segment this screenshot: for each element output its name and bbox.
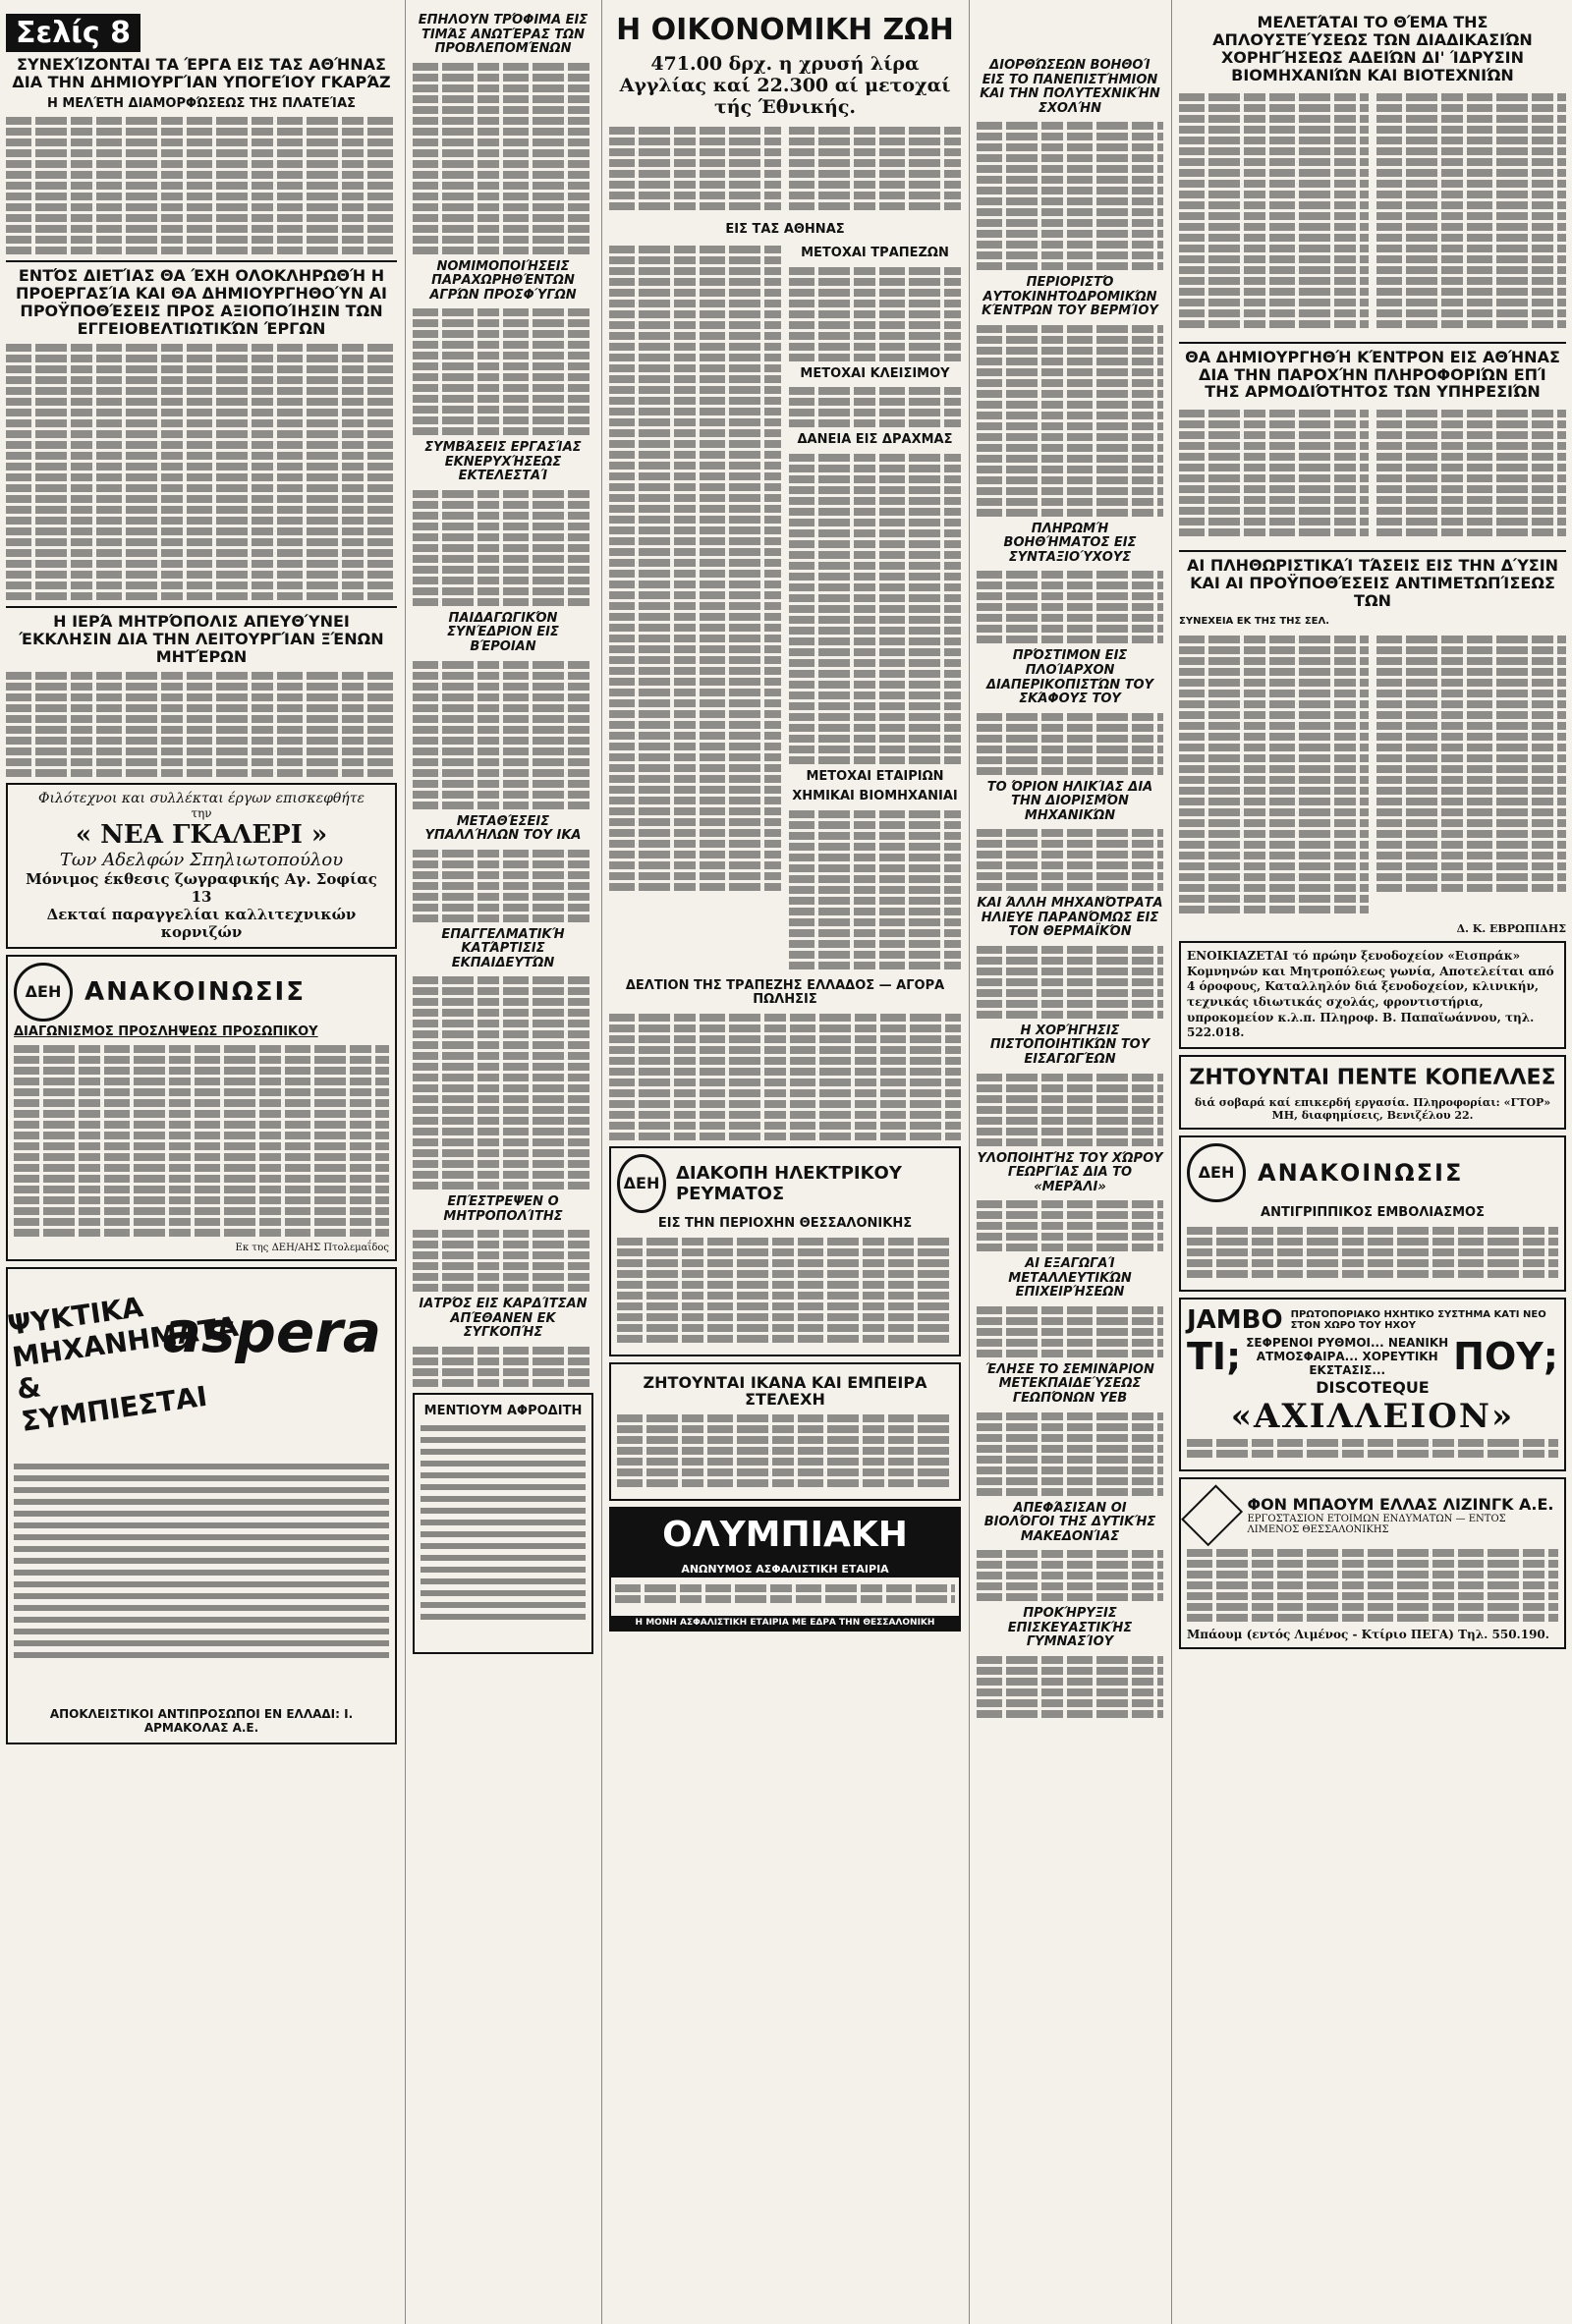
ad-jambo — [1179, 1298, 1566, 1471]
column-2 — [407, 0, 599, 1660]
headline-pliromi: ΠΛΗΡΩΜΉ ΒΟΗΘΉΜΑΤΟΣ ΕΙΣ ΣΥΝΤΑΞΙΟΎΧΟΥΣ — [1003, 521, 1137, 565]
headline-plithorismos: ΑΙ ΠΛΗΘΩΡΙΣΤΙΚΑΊ ΤΆΣΕΙΣ ΕΙΣ ΤΗΝ ΔΎΣΙΝ ΚΑΙ ΑΙ ΠΡΟΫΠΟΘΈΣΕΙΣ ΑΝΤΙΜΕΤΩΠΊΣΕΩΣ ΤΩΝ — [1186, 556, 1559, 611]
jambo-disco: DISCOTEQUE — [1316, 1377, 1430, 1397]
mentioum-portrait-image — [421, 1425, 586, 1622]
article-eggeiobeltiotika-body — [6, 344, 397, 600]
article-trofima-body — [413, 63, 593, 254]
article-prostimon-body — [977, 713, 1163, 775]
deh-diakopi-subtitle: ΕΙΣ ΤΗΝ ΠΕΡΙΟΧΗΝ ΘΕΣΣΑΛΟΝΙΚΗΣ — [657, 1215, 913, 1231]
gallery-line4: Μόνιμος έκθεσις ζωγραφικής Αγ. Σοφίας 13 — [26, 869, 377, 906]
article-kentron-right — [1376, 407, 1566, 539]
headline-exagogai: ΑΙ ΕΞΑΓΩΓΑΊ ΜΕΤΑΛΛΕΥΤΙΚΏΝ ΕΠΙΧΕΙΡΉΣΕΩΝ — [1008, 1256, 1132, 1300]
headline-oikonomiki-zoi: Η ΟΙΚΟΝΟΜΙΚΗ ΖΩΗ — [616, 13, 954, 47]
ad-deh-emvoliasmos — [1179, 1135, 1566, 1292]
article-paidagogikon-body — [413, 661, 593, 809]
article-apofasisan-body — [977, 1550, 1163, 1601]
headline-orion: ΤΟ ΌΡΙΟΝ ΗΛΙΚΊΑΣ ΔΙΑ ΤΗΝ ΔΙΟΡΙΣΜΌΝ ΜΗΧΑΝΙΚΏΝ — [986, 779, 1153, 823]
headline-gkaraz: ΣΥΝΕΧΊΖΟΝΤΑΙ ΤΑ ΈΡΓΑ ΕΙΣ ΤΑΣ ΑΘΉΝΑΣ ΔΙΑ ΤΗΝ ΔΗΜΙΟΥΡΓΊΑΝ ΥΠΟΓΕΊΟΥ ΓΚΑΡΆΖ — [12, 55, 391, 91]
headline-iatros: ΙΑΤΡΌΣ ΕΙΣ ΚΑΡΔΊΤΣΑΝ ΑΠΈΘΑΝΕΝ ΕΚ ΣΥΓΚΟΠΉΣ — [419, 1297, 588, 1341]
headline-epestrepse: ΕΠΈΣΤΡΕΨΕΝ Ο ΜΗΤΡΟΠΟΛΊΤΗΣ — [443, 1194, 563, 1224]
headline-xorigisi: Η ΧΟΡΉΓΗΣΙΣ ΠΙΣΤΟΠΟΙΗΤΙΚΏΝ ΤΟΥ ΕΙΣΑΓΩΓΈΩΝ — [989, 1023, 1151, 1068]
heading-deltion: ΔΕΛΤΙΟΝ ΤΗΣ ΤΡΑΠΕΖΗΣ ΕΛΛΑΔΟΣ — ΑΓΟΡΑ ΠΩΛΗΣΙΣ — [625, 977, 945, 1008]
zitountai-body — [617, 1414, 953, 1487]
subheadline-lira: 471.00 δρχ. η χρυσή λίρα Αγγλίας καί 22.300 αί μετοχαί τής Έθνικής. — [619, 52, 951, 118]
ad-zitountai-stelexi — [609, 1362, 961, 1502]
deh-logo-icon: ΔΕΗ — [617, 1154, 666, 1213]
jambo-mid: ΣΕΦΡΕΝΟΙ ΡΥΘΜΟΙ... ΝΕΑΝΙΚΗ ΑΤΜΟΣΦΑΙΡΑ... ΧΟΡΕΥΤΙΚΗ ΕΚΣΤΑΣΙΣ... — [1246, 1335, 1449, 1377]
article-orion-body — [977, 829, 1163, 891]
headline-paidagogikon: ΠΑΙΔΑΓΩΓΙΚΌΝ ΣΥΝΈΔΡΙΟΝ ΕΙΣ ΒΈΡΟΙΑΝ — [447, 610, 559, 655]
mentioum-title: ΜΕΝΤΙΟΥΜ ΑΦΡΟΔΙΤΗ — [423, 1404, 583, 1419]
headline-mitropolis: Η ΙΕΡΆ ΜΗΤΡΌΠΟΛΙΣ ΑΠΕΥΘΎΝΕΙ ΈΚΚΛΗΣΙΝ ΔΙΑ ΤΗΝ ΛΕΙΤΟΥΡΓΊΑΝ ΞΈΝΩΝ ΜΗΤΈΡΩΝ — [19, 611, 384, 666]
article-oikonomiki-right — [789, 124, 961, 213]
deh-ad-title: ΑΝΑΚΟΙΝΩΣΙΣ — [84, 976, 306, 1007]
table-deltion-rows — [609, 1014, 961, 1140]
headline-mixanotrata: ΚΑΙ ΆΛΛΗ ΜΗΧΑΝΌΤΡΑΤΑ ΗΛΙΕΥΕ ΠΑΡΑΝΌΜΩΣ ΕΙΣ ΤΟΝ ΘΕΡΜΑΪΚΌΝ — [977, 896, 1163, 940]
deh2-body — [1187, 1227, 1558, 1278]
fon-sub: ΕΡΓΟΣΤΑΣΙΟΝ ΕΤΟΙΜΩΝ ΕΝΔΥΜΑΤΩΝ — ΕΝΤΟΣ ΛΙΜΕΝΟΣ ΘΕΣΣΑΛΟΝΙΚΗΣ — [1247, 1514, 1506, 1536]
gallery-the: την — [191, 805, 212, 820]
olympiaki-footer: Η ΜΟΝΗ ΑΣΦΑΛΙΣΤΙΚΗ ΕΤΑΙΡΙΑ ΜΕ ΕΔΡΑ ΤΗΝ ΘΕΣΣΑΛΟΝΙΚΗ — [611, 1616, 959, 1630]
deh2-sub: ΑΝΤΙΓΡΙΠΠΙΚΟΣ ΕΜΒΟΛΙΑΣΜΟΣ — [1261, 1205, 1485, 1221]
article-mixanotrata-body — [977, 946, 1163, 1019]
article-metatheseis-body — [413, 850, 593, 922]
page-masthead: Σελίς 8 — [6, 14, 140, 52]
jambo-name: «ΑΧΙΛΛΕΙΟΝ» — [1230, 1396, 1515, 1436]
jambo-q2: ΠΟΥ; — [1453, 1334, 1558, 1378]
deh-logo-icon: ΔΕΗ — [1187, 1143, 1246, 1202]
table-daneia-title: ΔΑΝΕΙΑ ΕΙΣ ΔΡΑΧΜΑΣ — [797, 432, 953, 448]
deh-ad-subtitle: ΔΙΑΓΩΝΙΣΜΟΣ ΠΡΟΣΛΗΨΕΩΣ ΠΡΟΣΩΠΙΚΟΥ — [14, 1024, 318, 1039]
headline-ylotinis: ΥΛΟΠΟΙΗΤΉΣ ΤΟΥ ΧΏΡΟΥ ΓΕΩΡΓΊΑΣ ΔΙΑ ΤΟ «ΜΕΡΆΛΙ» — [977, 1150, 1163, 1194]
gallery-line5: Δεκταί παραγγελίαι καλλιτεχνικών κορνιζών — [46, 905, 357, 941]
article-epestrepse-body — [413, 1230, 593, 1292]
ad-enoikiazetai: ΕΝΟΙΚΙΑΖΕΤΑΙ τό πρώην ξενοδοχείον «Εισπράκ» Κομνηνών και Μητροπόλεως γωνία, Αποτελείται από 4 όροφους, Καταλληλόν διά ξενοδοχείον, κλινικήν, τεχνικάς ιδιωτικάς σχολάς, φροντιστήρια, υπροκομείον κ.λ.π. Πληροφ. Β. Παπαϊωάννου, τηλ. 522.018. — [1179, 941, 1566, 1049]
table-trapezon-title: ΜΕΤΟΧΑΙ ΤΡΑΠΕΖΩΝ — [801, 246, 949, 261]
article-xorigisi-body — [977, 1074, 1163, 1146]
jambo-body — [1187, 1439, 1558, 1458]
deh-logo-icon: ΔΕΗ — [14, 963, 73, 1022]
kopelles-sub: διά σοβαρά καί επικερδή εργασία. Πληροφορίαι: «ΓΤΟΡ» ΜΗ, διαφημίσεις, Βενιζέλου 22. — [1194, 1096, 1551, 1123]
article-mitropolis-body — [6, 672, 397, 777]
gallery-name: « ΝΕΑ ΓΚΑΛΕΡΙ » — [75, 819, 328, 850]
table-ximikai-title: ΧΗΜΙΚΑΙ ΒΙΟΜΗΧΑΝΙΑΙ — [792, 789, 958, 804]
article-plithorismos-left — [1179, 633, 1369, 916]
olympiaki-brand: ΟΛΥΜΠΙΑΚΗ — [611, 1509, 959, 1561]
aspera-brand: aspera — [162, 1299, 381, 1366]
column-5 — [1173, 0, 1572, 1655]
ad-mentioum — [413, 1393, 593, 1654]
headline-symvaseis: ΣΥΜΒΆΣΕΙΣ ΕΡΓΑΣΊΑΣ ΕΚΝΕΡΥΧΉΣΕΩΣ ΕΚΤΕΛΕΣΤΑΊ — [424, 440, 582, 484]
fon-tel: Μπάουμ (εντός Λιμένος - Κτίριο ΠΕΓΑ) Τηλ. 550.190. — [1187, 1627, 1549, 1641]
kopelles-title: ΖΗΤΟΥΝΤΑΙ ΠΕΝΤΕ ΚΟΠΕΛΛΕΣ — [1189, 1065, 1556, 1090]
table-etairion-rows — [789, 810, 961, 969]
olympiaki-body — [611, 1577, 959, 1610]
deh-ad-sign: Εκ της ΔΕΗ/ΑΗΣ Πτολεμαΐδος — [235, 1243, 389, 1254]
article-seminarion-body — [977, 1412, 1163, 1496]
jambo-brand: JAMBO — [1187, 1304, 1283, 1335]
ad-fon-baoum — [1179, 1477, 1566, 1649]
table-etairion-title: ΜΕΤΟΧΑΙ ΕΤΑΙΡΙΩΝ — [806, 768, 944, 784]
column-3 — [603, 0, 967, 1637]
headline-apofasisan: ΑΠΕΦΆΣΙΣΑΝ ΟΙ ΒΙΟΛΌΓΟΙ ΤΗΣ ΔΥΤΙΚΉΣ ΜΑΚΕΔΟΝΊΑΣ — [983, 1500, 1156, 1544]
ad-aspera — [6, 1267, 397, 1744]
headline-trofima: ΕΠΗΛΟΥΝ ΤΡΌΦΙΜΑ ΕΙΣ ΤΙΜΆΣ ΑΝΩΤΈΡΑΣ ΤΩΝ ΠΡΟΒΛΕΠΟΜΈΝΩΝ — [418, 13, 589, 57]
table-kleisimou-rows — [789, 387, 961, 427]
headline-diorthosi: ΔΙΟΡΘΏΣΕΩΝ ΒΟΗΘΟΊ ΕΙΣ ΤΟ ΠΑΝΕΠΙΣΤΉΜΙΟΝ ΚΑΙ ΤΗΝ ΠΟΛΥΤΕΧΝΙΚΉΝ ΣΧΟΛΉΝ — [980, 58, 1160, 116]
deh-diakopi-title: ΔΙΑΚΟΠΗ ΗΛΕΚΤΡΙΚΟΥ ΡΕΥΜΑΤΟΣ — [675, 1162, 902, 1204]
article-aplousteusi-left — [1179, 90, 1369, 331]
article-signature: Δ. Κ. ΕΒΡΩΠΙΔΗΣ — [1456, 922, 1566, 936]
headline-aplousteusi: ΜΕΛΕΤΆΤΑΙ ΤΟ ΘΈΜΑ ΤΗΣ ΑΠΛΟΥΣΤΕΎΣΕΩΣ ΤΩΝ ΔΙΑΔΙΚΑΣΙΏΝ ΧΟΡΗΓΉΣΕΩΣ ΑΔΕΙΏΝ ΔΙ' ΊΔΡΥΣΙΝ ΒΙΟΜΗΧΑΝΙΏΝ ΚΑΙ ΒΙΟΤΕΧΝΙΏΝ — [1212, 13, 1533, 84]
deh2-title: ΑΝΑΚΟΙΝΩΣΙΣ — [1258, 1159, 1464, 1188]
fon-logo-icon — [1181, 1484, 1243, 1546]
ad-nea-galeri — [6, 783, 397, 949]
article-athinas-left — [609, 243, 781, 969]
headline-seminarion: ΈΛΗΣΕ ΤΟ ΣΕΜΙΝΆΡΙΟΝ ΜΕΤΕΚΠΑΙΔΕΎΣΕΩΣ ΓΕΩΠΌΝΩΝ ΥΕΒ — [985, 1361, 1154, 1406]
column-1 — [0, 0, 403, 1750]
article-symvaseis-body — [413, 490, 593, 606]
plithorismos-continued: ΣΥΝΕΧΕΙΑ ΕΚ ΤΗΣ ΤΗΣ ΣΕΛ. — [1179, 616, 1330, 628]
article-gkaraz-body — [6, 117, 397, 254]
aspera-product-image — [14, 1464, 389, 1660]
heading-athinas: ΕΙΣ ΤΑΣ ΑΘΗΝΑΣ — [725, 221, 845, 237]
headline-epaggelmatiki: ΕΠΑΓΓΕΛΜΑΤΙΚΉ ΚΑΤΆΡΤΙΣΙΣ ΕΚΠΑΙΔΕΥΤΏΝ — [441, 926, 565, 970]
article-oikonomiki-left — [609, 124, 781, 213]
fon-body — [1187, 1549, 1558, 1622]
ad-deh-diakopi — [609, 1146, 961, 1356]
article-ylotinis-body — [977, 1200, 1163, 1251]
article-prokirixi-body — [977, 1656, 1163, 1718]
headline-kentron: ΘΑ ΔΗΜΙΟΥΡΓΗΘΉ ΚΈΝΤΡΟΝ ΕΙΣ ΑΘΉΝΑΣ ΔΙΑ ΤΗΝ ΠΑΡΟΧΉΝ ΠΛΗΡΟΦΟΡΙΏΝ ΕΠΊ ΤΗΣ ΑΡΜΟΔΙΌΤΗΤΟΣ ΤΩΝ ΥΠΗΡΕΣΙΏΝ — [1185, 347, 1560, 402]
gallery-line3: Των Αδελφών Σπηλιωτοπούλου — [59, 849, 344, 870]
fon-title: ΦΟΝ ΜΠΑΟΥΜ ΕΛΛΑΣ ΛΙΖΙΝΓΚ Α.Ε. — [1247, 1495, 1554, 1515]
article-kentron-left — [1179, 407, 1369, 539]
ad-olympiaki — [609, 1507, 961, 1632]
article-nomimopoiiseis-body — [413, 308, 593, 435]
headline-eggeiobeltiotika: ΕΝΤΌΣ ΔΙΕΤΊΑΣ ΘΑ ΈΧΗ ΟΛΟΚΛΗΡΩΘΉ Η ΠΡΟΕΡΓΑΣΊΑ ΚΑΙ ΘΑ ΔΗΜΙΟΥΡΓΗΘΟΎΝ ΑΙ ΠΡΟΫΠΟΘΈΣΕΙΣ ΠΡΟΣ ΑΞΙΟΠΟΊΗΣΙΝ ΤΩΝ ΕΓΓΕΙΟΒΕΛΤΙΩΤΙΚΏΝ ΈΡΓΩΝ — [15, 266, 388, 339]
headline-prokirixi: ΠΡΟΚΉΡΥΞΙΣ ΕΠΙΣΚΕΥΑΣΤΙΚΉΣ ΓΥΜΝΑΣΊΟΥ — [1007, 1606, 1133, 1650]
ad-kopelles — [1179, 1055, 1566, 1131]
headline-prostimon: ΠΡΌΣΤΙΜΟΝ ΕΙΣ ΠΛΟΊΑΡΧΟΝ ΔΙΑΠΕΡΙΚΟΠΙΣΤΏΝ ΤΟΥ ΣΚΆΦΟΥΣ ΤΟΥ — [985, 648, 1154, 707]
headline-vermio: ΠΕΡΙΟΡΙΣΤΌ ΑΥΤΟΚΙΝΗΤΟΔΡΟΜΙΚΏΝ ΚΈΝΤΡΩΝ ΤΟΥ ΒΕΡΜΊΟΥ — [982, 275, 1158, 319]
zitountai-title: ΖΗΤΟΥΝΤΑΙ ΙΚΑΝΑ ΚΑΙ ΕΜΠΕΙΡΑ ΣΤΕΛΕΧΗ — [643, 1372, 927, 1410]
deh-ad-body — [14, 1045, 389, 1237]
article-diorthosi-body — [977, 122, 1163, 270]
aspera-slogan: ΨΥΚΤΙΚΑ ΜΗΧΑΝΗΜΑΤΑ & ΣΥΜΠΙΕΣΤΑΙ — [5, 1291, 241, 1439]
article-epaggelmatiki-body — [413, 976, 593, 1190]
article-aplousteusi-right — [1376, 90, 1566, 331]
article-exagogai-body — [977, 1306, 1163, 1357]
article-pliromi-body — [977, 571, 1163, 643]
subheadline-plateia: Η ΜΕΛΈΤΗ ΔΙΑΜΟΡΦΏΣΕΩΣ ΤΗΣ ΠΛΑΤΕΊΑΣ — [46, 95, 357, 111]
deh-diakopi-body — [617, 1238, 953, 1343]
article-vermio-body — [977, 325, 1163, 517]
gallery-line1: Φιλότεχνοι και συλλέκται έργων επισκεφθήτε — [38, 790, 365, 806]
headline-nomimopoiiseis: ΝΟΜΙΜΟΠΟΙΉΣΕΙΣ ΠΑΡΑΧΩΡΗΘΈΝΤΩΝ ΑΓΡΏΝ ΠΡΟΣΦΎΓΩΝ — [429, 258, 577, 303]
jambo-q1: ΤΙ; — [1187, 1334, 1242, 1378]
article-plithorismos-right — [1376, 633, 1566, 916]
olympiaki-sub: ΑΝΩΝΥΜΟΣ ΑΣΦΑΛΙΣΤΙΚΗ ΕΤΑΙΡΙΑ — [611, 1561, 959, 1577]
headline-metatheseis: ΜΕΤΑΘΈΣΕΙΣ ΥΠΑΛΛΉΛΩΝ ΤΟΥ ΙΚΑ — [424, 813, 582, 844]
stock-tables — [789, 243, 961, 975]
aspera-agent: ΑΠΟΚΛΕΙΣΤΙΚΟΙ ΑΝΤΙΠΡΟΣΩΠΟΙ ΕΝ ΕΛΛΑΔΙ: Ι. ΑΡΜΑΚΟΛΑΣ Α.Ε. — [49, 1707, 354, 1736]
table-trapezon-rows — [789, 267, 961, 361]
table-daneia-rows — [789, 454, 961, 764]
column-4 — [971, 0, 1169, 1724]
jambo-line: ΠΡΩΤΟΠΟΡΙΑΚΟ ΗΧΗΤΙΚΟ ΣΥΣΤΗΜΑ ΚΑΤΙ ΝΕΟ ΣΤΟΝ ΧΩΡΟ ΤΟΥ ΗΧΟΥ — [1290, 1308, 1546, 1331]
article-iatros-body — [413, 1347, 593, 1387]
ad-deh-proslipsi — [6, 955, 397, 1262]
table-kleisimou-title: ΜΕΤΟΧΑΙ ΚΛΕΙΣΙΜΟΥ — [800, 365, 950, 381]
